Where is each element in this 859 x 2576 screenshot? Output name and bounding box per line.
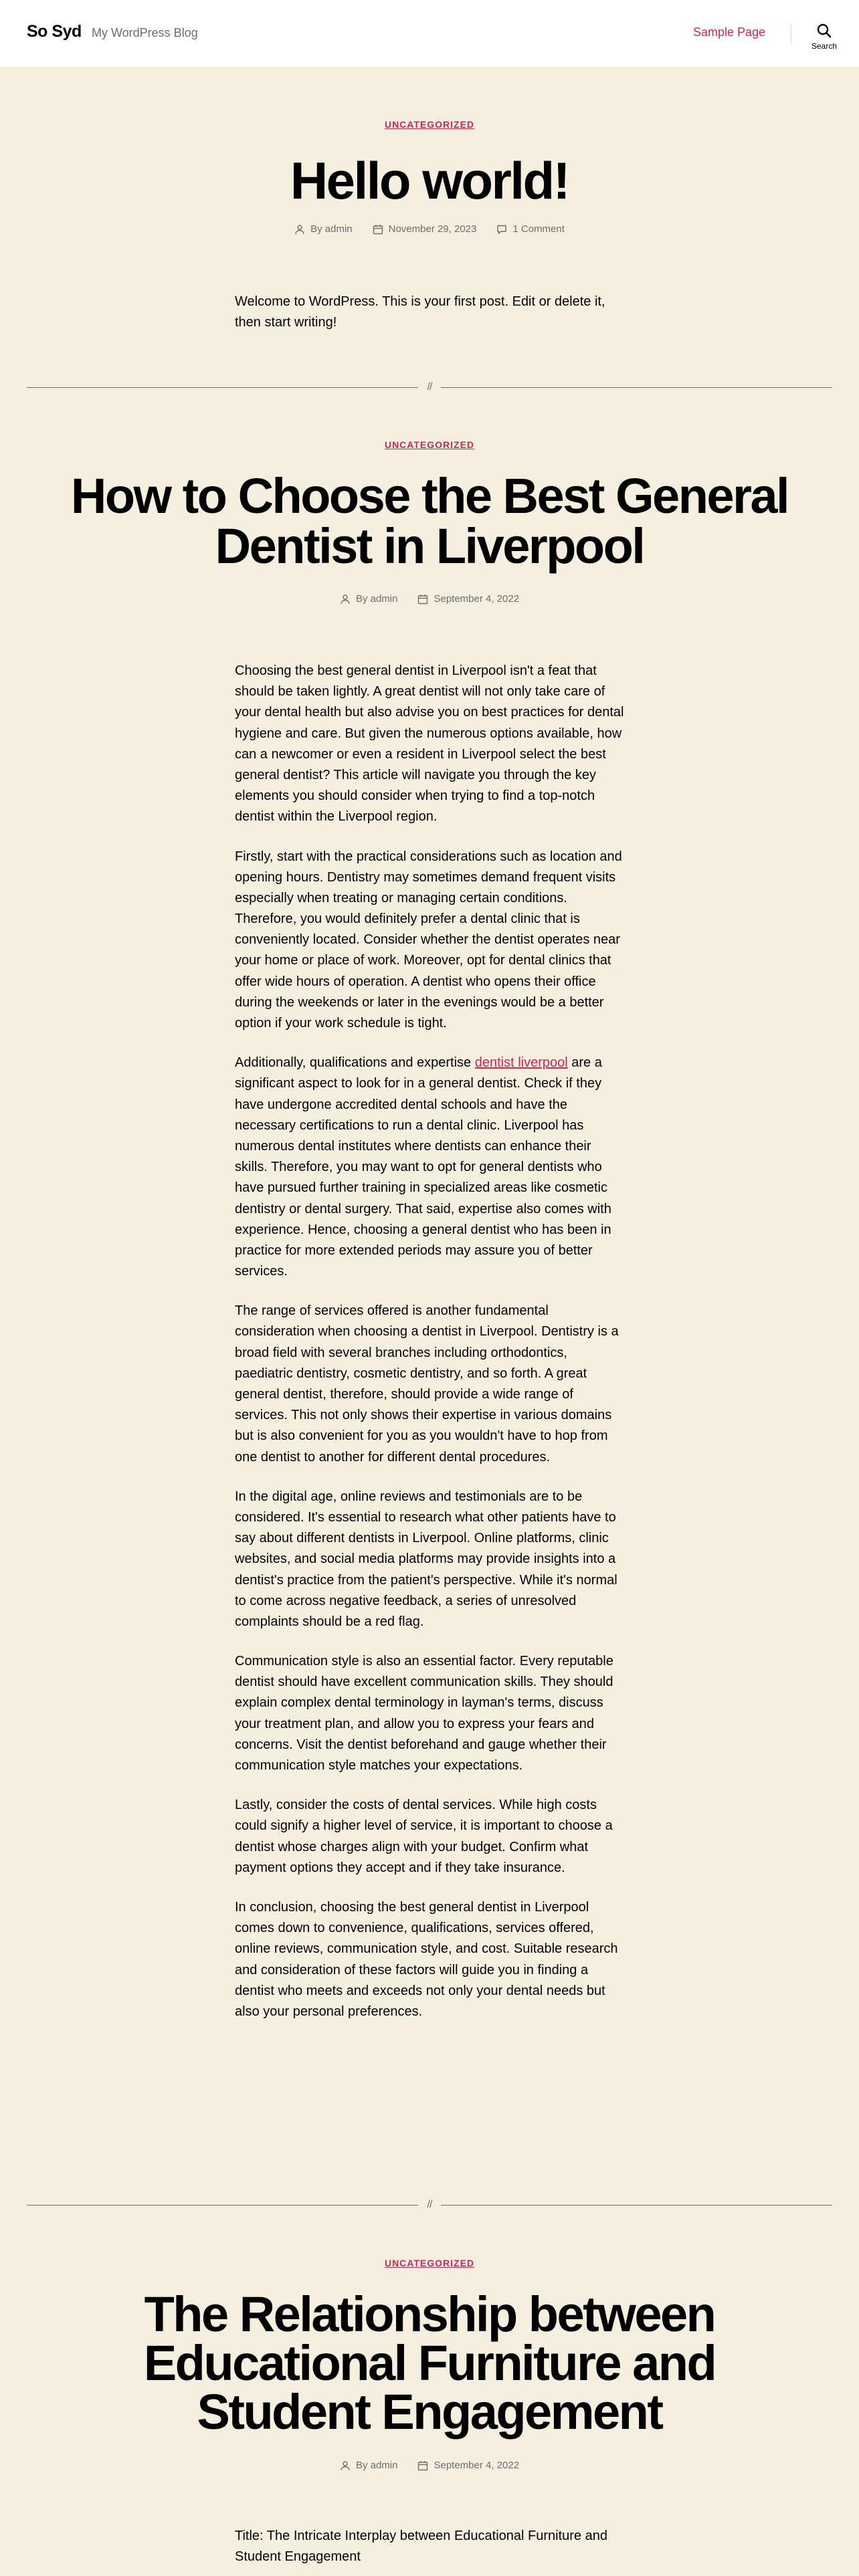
category-link[interactable]: UNCATEGORIZED (384, 439, 475, 450)
paragraph: Firstly, start with the practical considerations such as location and opening hours. Dentistry may sometimes demand frequent visits especially when treating or managing certain conditions. Therefore, you would definitely prefer a dental clinic that is conveniently located. Consider whether the dentist operates near your home or place of work. Moreover, opt for dental clinics that offer wide hours of operation. A dentist who opens their office during the weekends or later in the evenings would be a better option if your work schedule is tight. (235, 849, 622, 1031)
search-toggle-button[interactable] (803, 23, 846, 58)
dentist-liverpool-link[interactable]: dentist liverpool (474, 1055, 568, 1071)
date-link[interactable]: November 29, 2023 (388, 223, 477, 235)
site-header (0, 0, 859, 67)
comment-icon (496, 224, 507, 235)
post-comments (496, 223, 565, 235)
post-title-line: How to Choose the Best General (70, 468, 789, 524)
site-title[interactable]: So Syd (27, 22, 82, 41)
post-author (294, 223, 353, 235)
post-title[interactable]: Hello world! (290, 151, 569, 210)
post-date (373, 223, 477, 235)
author-link[interactable]: By admin (310, 223, 353, 235)
paragraph-lead: Additionally, qualifications and expertise (235, 1055, 475, 1071)
post-title-line: The Relationship between (144, 2286, 715, 2342)
paragraph: Lastly, consider the costs of dental services. While high costs could signify a higher level of service, it is important to choose a dentist whose charges align with your budget. Confirm what payment options they accept and if they take insurance. (235, 1798, 613, 1875)
paragraph: The range of services offered is another fundamental consideration when choosing a dentist in Liverpool. Dentistry is a broad field with several branches including orthodontics, paediatric dentistry, cosmetic dentistry, and so forth. A great general dentist, therefore, should provide a wide range of services. This not only shows their expertise in various domains but is also convenient for you as you wouldn't have to hop from one dentist to another for different dental procedures. (235, 1303, 619, 1465)
post-date (417, 593, 519, 605)
paragraph: In conclusion, choosing the best general dentist in Liverpool comes down to convenience, qualifications, services offered, online reviews, communication style, and cost. Suitable research and consideration of these factors will guide you in finding a dentist who meets and exceeds not only your dental needs but also your personal preferences. (235, 1899, 618, 2019)
post-category (0, 2258, 859, 2268)
separator-glyph: // (427, 2199, 432, 2210)
comments-link[interactable]: 1 Comment (512, 223, 565, 235)
person-icon (340, 594, 351, 605)
post-author (340, 593, 398, 605)
post-title[interactable] (40, 2286, 819, 2440)
post-date (417, 2460, 519, 2471)
paragraph-rest: are a significant aspect to look for in a general dentist. Check if they have undergone accredited dental schools and have the necessary certifications to run a dental clinic. Liverpool has numerous dental institutes where dentists can enhance their skills. Therefore, you may want to opt for general dentists who have pursued further training in specialized areas like cosmetic dentistry or dental surgery. That said, expertise also comes with experience. Hence, choosing a general dentist who has been in practice for more extended periods may assure you of better services. (235, 1055, 611, 1279)
date-link[interactable]: September 4, 2022 (434, 2460, 520, 2471)
paragraph (235, 1053, 626, 1282)
paragraph: Communication style is also an essential factor. Every reputable dentist should have excellent communication skills. They should explain complex dental terminology in layman's terms, discuss your treatment plan, and allow you to express your fears and concerns. Visit the dentist beforehand and gauge whether their communication style matches your expectations. (235, 1654, 613, 1773)
post-separator (27, 2198, 832, 2212)
author-link[interactable]: By admin (355, 2460, 398, 2471)
search-icon (816, 23, 832, 39)
category-link[interactable]: UNCATEGORIZED (384, 119, 475, 130)
separator-glyph: // (427, 381, 432, 393)
post-title-line: Student Engagement (197, 2384, 662, 2440)
site-description: My WordPress Blog (92, 26, 198, 39)
calendar-icon (417, 594, 428, 605)
search-label: Search (811, 41, 838, 51)
date-link[interactable]: September 4, 2022 (434, 593, 520, 605)
paragraph: Title: The Intricate Interplay between Educational Furniture and Student Engagement (235, 2529, 607, 2565)
calendar-icon (417, 2460, 428, 2471)
post-title[interactable] (40, 468, 819, 574)
paragraph: Welcome to WordPress. This is your first post. Edit or delete it, then start writing! (235, 294, 605, 330)
category-link[interactable]: UNCATEGORIZED (384, 2258, 475, 2268)
post-content (235, 292, 626, 352)
post-separator (27, 381, 832, 394)
paragraph: In the digital age, online reviews and testimonials are to be considered. It's essential to research what other patients have to say about different dentists in Liverpool. Online platforms, clinic websites, and social media platforms may provide insights into a dentist's practice from the patient's perspective. While it's normal to come across negative feedback, a series of unresolved complaints should be a red flag. (235, 1489, 617, 1629)
post-meta (0, 223, 859, 235)
post-meta (0, 593, 859, 605)
person-icon (340, 2460, 351, 2471)
calendar-icon (373, 224, 383, 235)
post-title-line: Dentist in Liverpool (215, 518, 644, 574)
post-meta (0, 2460, 859, 2471)
nav-item-sample-page[interactable]: Sample Page (693, 25, 766, 39)
post-category (0, 119, 859, 130)
author-link[interactable]: By admin (355, 593, 398, 605)
post-content (235, 661, 626, 2041)
post-category (0, 439, 859, 450)
paragraph: Choosing the best general dentist in Liverpool isn't a feat that should be taken lightly. A great dentist will not only take care of your dental health but also advise you on best practices for dental hygiene and care. But given the numerous options available, how can a newcomer or even a resident in Liverpool select the best general dentist? This article will navigate you through the key elements you should consider when trying to find a top-notch dentist within the Liverpool region. (235, 663, 624, 825)
person-icon (294, 224, 305, 235)
post-title-line: Educational Furniture and (143, 2335, 716, 2391)
post-author (340, 2460, 398, 2471)
post-content (235, 2526, 626, 2576)
